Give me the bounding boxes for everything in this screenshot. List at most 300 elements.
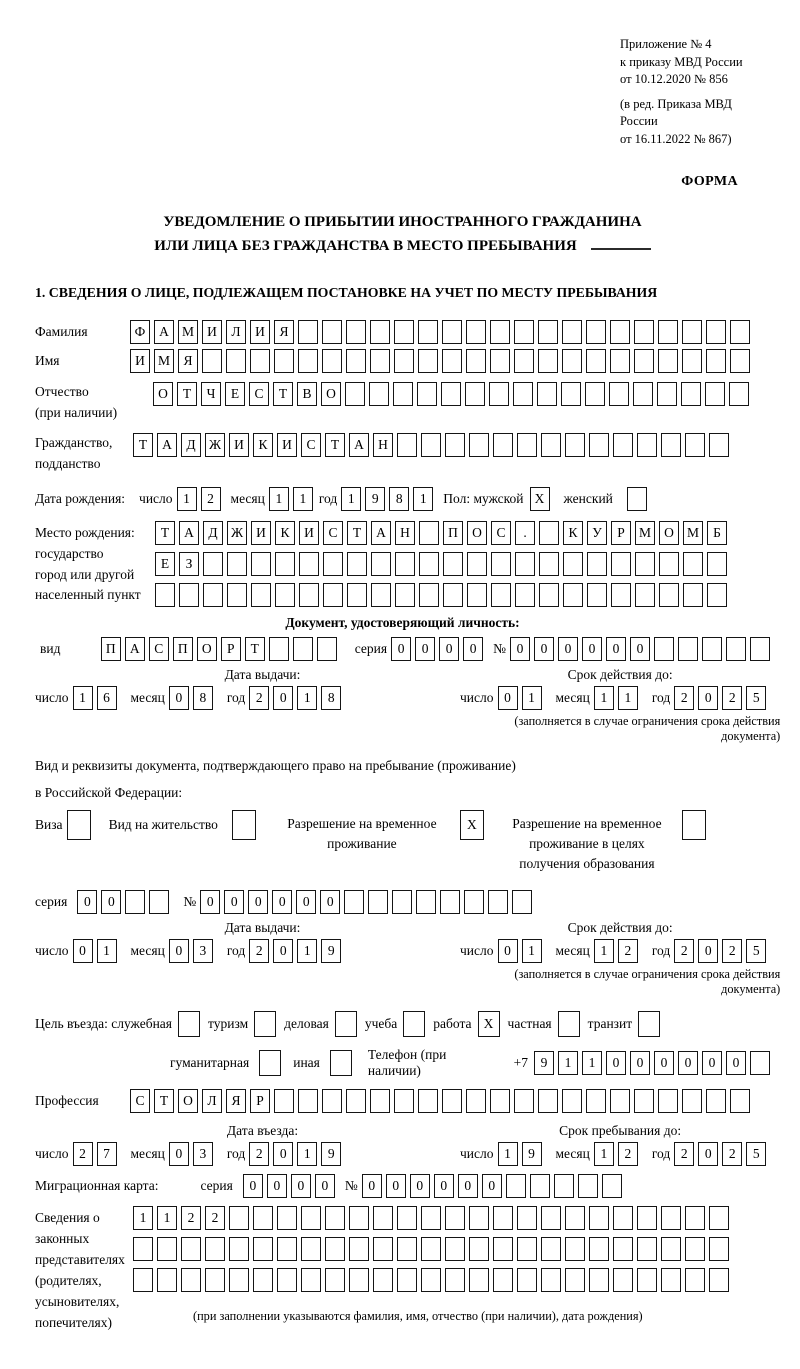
char-cell[interactable]: 0 [101, 890, 121, 914]
char-cell[interactable]: О [467, 521, 487, 545]
char-cell[interactable] [395, 552, 415, 576]
char-cell[interactable] [586, 320, 606, 344]
char-cell[interactable] [707, 552, 727, 576]
char-cell[interactable]: 0 [606, 1051, 626, 1075]
char-cell[interactable] [589, 1206, 609, 1230]
char-cell[interactable] [637, 1237, 657, 1261]
char-cell[interactable] [685, 1268, 705, 1292]
char-cell[interactable] [421, 1206, 441, 1230]
char-cell[interactable]: 8 [389, 487, 409, 511]
char-cell[interactable] [275, 552, 295, 576]
char-cell[interactable] [269, 637, 289, 661]
char-cell[interactable] [678, 637, 698, 661]
char-cell[interactable] [538, 320, 558, 344]
char-cell[interactable] [251, 552, 271, 576]
char-cell[interactable]: 8 [193, 686, 213, 710]
char-cell[interactable] [633, 382, 653, 406]
char-cell[interactable]: 0 [698, 1142, 718, 1166]
char-cell[interactable]: 1 [594, 686, 614, 710]
char-cell[interactable]: Д [203, 521, 223, 545]
char-cell[interactable] [226, 349, 246, 373]
char-cell[interactable] [229, 1237, 249, 1261]
char-cell[interactable] [325, 1268, 345, 1292]
char-cell[interactable] [537, 382, 557, 406]
char-cell[interactable] [322, 320, 342, 344]
char-cell[interactable]: К [563, 521, 583, 545]
char-cell[interactable]: О [197, 637, 217, 661]
char-cell[interactable]: Н [373, 433, 393, 457]
char-cell[interactable] [530, 1174, 550, 1198]
char-cell[interactable] [634, 349, 654, 373]
char-cell[interactable] [421, 433, 441, 457]
char-cell[interactable]: А [154, 320, 174, 344]
char-cell[interactable] [202, 349, 222, 373]
char-cell[interactable] [371, 583, 391, 607]
char-cell[interactable]: 0 [498, 939, 518, 963]
char-cell[interactable] [299, 583, 319, 607]
char-cell[interactable] [563, 552, 583, 576]
char-cell[interactable]: 1 [558, 1051, 578, 1075]
char-cell[interactable] [685, 433, 705, 457]
char-cell[interactable]: 1 [594, 939, 614, 963]
char-cell[interactable] [275, 583, 295, 607]
char-cell[interactable]: С [491, 521, 511, 545]
char-cell[interactable] [181, 1268, 201, 1292]
char-cell[interactable] [490, 1089, 510, 1113]
char-cell[interactable] [562, 349, 582, 373]
char-cell[interactable] [589, 1268, 609, 1292]
char-cell[interactable]: 0 [606, 637, 626, 661]
char-cell[interactable]: А [125, 637, 145, 661]
char-cell[interactable]: С [130, 1089, 150, 1113]
char-cell[interactable]: 0 [698, 686, 718, 710]
char-cell[interactable] [317, 637, 337, 661]
char-cell[interactable]: 0 [169, 1142, 189, 1166]
char-cell[interactable] [394, 1089, 414, 1113]
char-cell[interactable]: С [323, 521, 343, 545]
char-cell[interactable]: 9 [365, 487, 385, 511]
char-cell[interactable] [418, 349, 438, 373]
char-cell[interactable]: 2 [722, 939, 742, 963]
char-cell[interactable]: 1 [133, 1206, 153, 1230]
char-cell[interactable]: 1 [594, 1142, 614, 1166]
char-cell[interactable]: 0 [410, 1174, 430, 1198]
char-cell[interactable] [661, 1237, 681, 1261]
char-cell[interactable]: 0 [296, 890, 316, 914]
char-cell[interactable] [637, 433, 657, 457]
char-cell[interactable] [325, 1206, 345, 1230]
char-cell[interactable] [682, 810, 706, 840]
char-cell[interactable] [661, 1268, 681, 1292]
char-cell[interactable] [274, 1089, 294, 1113]
char-cell[interactable] [610, 349, 630, 373]
char-cell[interactable] [155, 583, 175, 607]
char-cell[interactable]: И [251, 521, 271, 545]
char-cell[interactable] [659, 583, 679, 607]
char-cell[interactable] [251, 583, 271, 607]
char-cell[interactable] [392, 890, 412, 914]
char-cell[interactable]: 1 [522, 686, 542, 710]
char-cell[interactable] [587, 552, 607, 576]
char-cell[interactable] [602, 1174, 622, 1198]
char-cell[interactable] [323, 552, 343, 576]
char-cell[interactable] [585, 382, 605, 406]
char-cell[interactable] [205, 1237, 225, 1261]
char-cell[interactable]: 2 [249, 686, 269, 710]
char-cell[interactable] [418, 1089, 438, 1113]
char-cell[interactable]: 0 [273, 1142, 293, 1166]
char-cell[interactable]: М [154, 349, 174, 373]
char-cell[interactable] [613, 1268, 633, 1292]
char-cell[interactable] [330, 1050, 352, 1076]
char-cell[interactable] [706, 320, 726, 344]
char-cell[interactable] [403, 1011, 425, 1037]
char-cell[interactable] [541, 1237, 561, 1261]
char-cell[interactable]: У [587, 521, 607, 545]
char-cell[interactable]: 0 [558, 637, 578, 661]
char-cell[interactable] [517, 1268, 537, 1292]
char-cell[interactable] [421, 1268, 441, 1292]
char-cell[interactable] [586, 1089, 606, 1113]
char-cell[interactable]: 9 [522, 1142, 542, 1166]
char-cell[interactable]: И [130, 349, 150, 373]
char-cell[interactable]: З [179, 552, 199, 576]
char-cell[interactable] [657, 382, 677, 406]
char-cell[interactable] [654, 637, 674, 661]
char-cell[interactable] [493, 1237, 513, 1261]
char-cell[interactable] [587, 583, 607, 607]
char-cell[interactable] [298, 320, 318, 344]
char-cell[interactable] [421, 1237, 441, 1261]
char-cell[interactable] [493, 1206, 513, 1230]
char-cell[interactable]: А [349, 433, 369, 457]
char-cell[interactable] [685, 1206, 705, 1230]
char-cell[interactable] [515, 552, 535, 576]
char-cell[interactable] [730, 349, 750, 373]
char-cell[interactable]: И [250, 320, 270, 344]
char-cell[interactable] [466, 349, 486, 373]
char-cell[interactable] [514, 320, 534, 344]
char-cell[interactable] [397, 1206, 417, 1230]
char-cell[interactable]: А [179, 521, 199, 545]
char-cell[interactable] [541, 1268, 561, 1292]
char-cell[interactable]: К [253, 433, 273, 457]
char-cell[interactable] [346, 1089, 366, 1113]
char-cell[interactable] [517, 433, 537, 457]
char-cell[interactable] [506, 1174, 526, 1198]
char-cell[interactable] [488, 890, 508, 914]
char-cell[interactable] [611, 552, 631, 576]
char-cell[interactable]: 7 [97, 1142, 117, 1166]
char-cell[interactable] [368, 890, 388, 914]
char-cell[interactable] [418, 320, 438, 344]
char-cell[interactable]: 2 [249, 939, 269, 963]
char-cell[interactable] [464, 890, 484, 914]
char-cell[interactable]: 1 [297, 686, 317, 710]
char-cell[interactable] [658, 1089, 678, 1113]
char-cell[interactable] [419, 521, 439, 545]
char-cell[interactable] [565, 1206, 585, 1230]
char-cell[interactable] [229, 1206, 249, 1230]
char-cell[interactable]: 0 [169, 686, 189, 710]
char-cell[interactable]: 1 [341, 487, 361, 511]
char-cell[interactable] [726, 637, 746, 661]
char-cell[interactable] [253, 1206, 273, 1230]
char-cell[interactable] [565, 1268, 585, 1292]
char-cell[interactable] [345, 382, 365, 406]
char-cell[interactable]: 0 [702, 1051, 722, 1075]
char-cell[interactable]: 1 [297, 939, 317, 963]
char-cell[interactable] [277, 1206, 297, 1230]
char-cell[interactable] [179, 583, 199, 607]
char-cell[interactable] [301, 1237, 321, 1261]
char-cell[interactable] [322, 349, 342, 373]
char-cell[interactable]: Т [155, 521, 175, 545]
char-cell[interactable] [609, 382, 629, 406]
char-cell[interactable]: 0 [482, 1174, 502, 1198]
char-cell[interactable] [750, 637, 770, 661]
char-cell[interactable]: 1 [582, 1051, 602, 1075]
char-cell[interactable] [702, 637, 722, 661]
char-cell[interactable]: Л [202, 1089, 222, 1113]
char-cell[interactable] [554, 1174, 574, 1198]
char-cell[interactable] [371, 552, 391, 576]
char-cell[interactable]: М [178, 320, 198, 344]
char-cell[interactable]: Я [226, 1089, 246, 1113]
char-cell[interactable] [441, 382, 461, 406]
char-cell[interactable] [467, 583, 487, 607]
char-cell[interactable]: П [101, 637, 121, 661]
char-cell[interactable] [395, 583, 415, 607]
char-cell[interactable] [709, 1237, 729, 1261]
char-cell[interactable]: 0 [362, 1174, 382, 1198]
char-cell[interactable]: О [178, 1089, 198, 1113]
char-cell[interactable] [730, 320, 750, 344]
char-cell[interactable]: 2 [674, 1142, 694, 1166]
char-cell[interactable] [627, 487, 647, 511]
char-cell[interactable] [565, 1237, 585, 1261]
char-cell[interactable] [394, 320, 414, 344]
char-cell[interactable] [682, 349, 702, 373]
char-cell[interactable] [397, 433, 417, 457]
char-cell[interactable] [325, 1237, 345, 1261]
char-cell[interactable]: 9 [321, 939, 341, 963]
char-cell[interactable]: С [249, 382, 269, 406]
char-cell[interactable]: 0 [386, 1174, 406, 1198]
char-cell[interactable] [232, 810, 256, 840]
char-cell[interactable] [254, 1011, 276, 1037]
char-cell[interactable] [259, 1050, 281, 1076]
char-cell[interactable] [613, 1206, 633, 1230]
char-cell[interactable] [349, 1268, 369, 1292]
char-cell[interactable] [517, 1237, 537, 1261]
char-cell[interactable]: Т [245, 637, 265, 661]
char-cell[interactable] [706, 349, 726, 373]
char-cell[interactable] [466, 320, 486, 344]
char-cell[interactable]: 2 [618, 939, 638, 963]
char-cell[interactable]: 2 [722, 1142, 742, 1166]
char-cell[interactable] [661, 433, 681, 457]
char-cell[interactable] [730, 1089, 750, 1113]
char-cell[interactable] [637, 1206, 657, 1230]
char-cell[interactable]: 9 [534, 1051, 554, 1075]
char-cell[interactable]: 2 [674, 939, 694, 963]
char-cell[interactable] [227, 583, 247, 607]
char-cell[interactable] [683, 583, 703, 607]
char-cell[interactable]: Р [611, 521, 631, 545]
char-cell[interactable] [346, 349, 366, 373]
char-cell[interactable] [394, 349, 414, 373]
char-cell[interactable] [538, 1089, 558, 1113]
char-cell[interactable] [373, 1206, 393, 1230]
char-cell[interactable]: 2 [722, 686, 742, 710]
char-cell[interactable] [512, 890, 532, 914]
char-cell[interactable]: 0 [77, 890, 97, 914]
char-cell[interactable] [277, 1237, 297, 1261]
char-cell[interactable]: П [173, 637, 193, 661]
char-cell[interactable] [253, 1237, 273, 1261]
char-cell[interactable]: X [478, 1011, 500, 1037]
char-cell[interactable] [467, 552, 487, 576]
char-cell[interactable] [469, 1206, 489, 1230]
char-cell[interactable]: 1 [157, 1206, 177, 1230]
char-cell[interactable] [149, 890, 169, 914]
char-cell[interactable] [445, 1206, 465, 1230]
char-cell[interactable]: 1 [297, 1142, 317, 1166]
char-cell[interactable]: О [153, 382, 173, 406]
char-cell[interactable]: К [275, 521, 295, 545]
char-cell[interactable] [514, 349, 534, 373]
char-cell[interactable] [442, 1089, 462, 1113]
char-cell[interactable]: С [301, 433, 321, 457]
char-cell[interactable] [469, 433, 489, 457]
char-cell[interactable] [659, 552, 679, 576]
char-cell[interactable]: 0 [439, 637, 459, 661]
char-cell[interactable]: Д [181, 433, 201, 457]
char-cell[interactable] [539, 521, 559, 545]
char-cell[interactable] [349, 1206, 369, 1230]
char-cell[interactable] [681, 382, 701, 406]
char-cell[interactable] [682, 320, 702, 344]
char-cell[interactable]: 0 [224, 890, 244, 914]
char-cell[interactable]: 0 [315, 1174, 335, 1198]
char-cell[interactable]: 5 [746, 1142, 766, 1166]
char-cell[interactable] [277, 1268, 297, 1292]
char-cell[interactable] [466, 1089, 486, 1113]
char-cell[interactable]: 1 [293, 487, 313, 511]
char-cell[interactable] [638, 1011, 660, 1037]
char-cell[interactable]: 2 [674, 686, 694, 710]
char-cell[interactable] [157, 1237, 177, 1261]
char-cell[interactable]: 2 [201, 487, 221, 511]
char-cell[interactable]: О [321, 382, 341, 406]
char-cell[interactable]: 0 [267, 1174, 287, 1198]
char-cell[interactable] [293, 637, 313, 661]
char-cell[interactable]: 0 [582, 637, 602, 661]
char-cell[interactable]: 1 [73, 686, 93, 710]
char-cell[interactable] [490, 349, 510, 373]
char-cell[interactable]: Ж [205, 433, 225, 457]
char-cell[interactable] [274, 349, 294, 373]
char-cell[interactable] [611, 583, 631, 607]
char-cell[interactable]: 2 [618, 1142, 638, 1166]
char-cell[interactable]: 3 [193, 939, 213, 963]
char-cell[interactable] [229, 1268, 249, 1292]
char-cell[interactable]: М [635, 521, 655, 545]
char-cell[interactable] [323, 583, 343, 607]
char-cell[interactable]: 0 [434, 1174, 454, 1198]
char-cell[interactable] [465, 382, 485, 406]
char-cell[interactable] [349, 1237, 369, 1261]
char-cell[interactable] [634, 320, 654, 344]
char-cell[interactable] [610, 320, 630, 344]
char-cell[interactable] [586, 349, 606, 373]
char-cell[interactable]: 5 [746, 686, 766, 710]
char-cell[interactable]: Т [177, 382, 197, 406]
char-cell[interactable]: Т [347, 521, 367, 545]
char-cell[interactable]: И [202, 320, 222, 344]
char-cell[interactable] [589, 433, 609, 457]
char-cell[interactable]: 0 [698, 939, 718, 963]
char-cell[interactable] [419, 583, 439, 607]
char-cell[interactable] [709, 433, 729, 457]
char-cell[interactable] [416, 890, 436, 914]
char-cell[interactable] [683, 552, 703, 576]
char-cell[interactable]: 9 [321, 1142, 341, 1166]
char-cell[interactable] [493, 1268, 513, 1292]
char-cell[interactable] [417, 382, 437, 406]
char-cell[interactable]: 1 [618, 686, 638, 710]
char-cell[interactable]: 1 [413, 487, 433, 511]
char-cell[interactable] [517, 1206, 537, 1230]
char-cell[interactable] [443, 552, 463, 576]
char-cell[interactable] [558, 1011, 580, 1037]
char-cell[interactable]: 0 [243, 1174, 263, 1198]
char-cell[interactable]: Б [707, 521, 727, 545]
char-cell[interactable]: И [229, 433, 249, 457]
char-cell[interactable]: 0 [248, 890, 268, 914]
char-cell[interactable]: 2 [205, 1206, 225, 1230]
char-cell[interactable] [706, 1089, 726, 1113]
char-cell[interactable] [373, 1237, 393, 1261]
char-cell[interactable]: . [515, 521, 535, 545]
char-cell[interactable] [729, 382, 749, 406]
char-cell[interactable] [347, 552, 367, 576]
char-cell[interactable] [443, 583, 463, 607]
char-cell[interactable]: П [443, 521, 463, 545]
char-cell[interactable] [493, 433, 513, 457]
char-cell[interactable] [250, 349, 270, 373]
char-cell[interactable]: 0 [391, 637, 411, 661]
char-cell[interactable] [369, 382, 389, 406]
char-cell[interactable]: 0 [415, 637, 435, 661]
char-cell[interactable]: 0 [630, 1051, 650, 1075]
char-cell[interactable] [541, 433, 561, 457]
char-cell[interactable]: 8 [321, 686, 341, 710]
char-cell[interactable]: 0 [630, 637, 650, 661]
char-cell[interactable] [513, 382, 533, 406]
char-cell[interactable]: 5 [746, 939, 766, 963]
char-cell[interactable] [750, 1051, 770, 1075]
char-cell[interactable] [125, 890, 145, 914]
char-cell[interactable] [298, 349, 318, 373]
char-cell[interactable] [515, 583, 535, 607]
char-cell[interactable] [178, 1011, 200, 1037]
char-cell[interactable]: Ф [130, 320, 150, 344]
char-cell[interactable] [661, 1206, 681, 1230]
char-cell[interactable]: Ж [227, 521, 247, 545]
char-cell[interactable] [298, 1089, 318, 1113]
